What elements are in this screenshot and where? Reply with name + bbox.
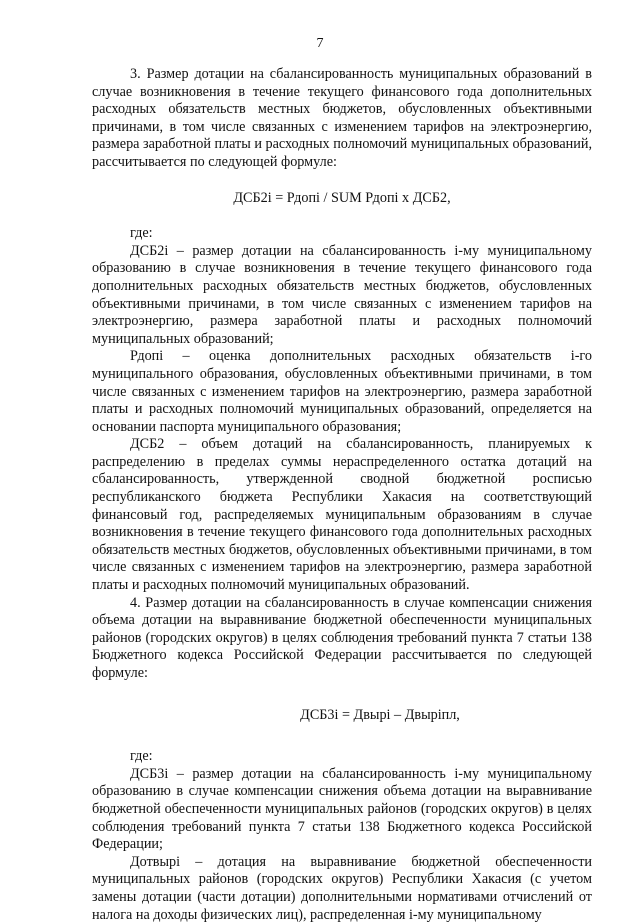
definition-dotvyri: Дотвырi – дотация на выравнивание бюджетной обеспеченности муниципальных районов (городских округов) Республики Хакасия (с учетом замены дотации (части дотации) дополнительными нормативами отчислений от налога на доходы физических лиц), распределенная i-му муниципальному (92, 853, 592, 923)
where-label-2: где: (130, 748, 153, 765)
page-number: 7 (316, 36, 324, 51)
definition-dsb3i: ДСБ3i – размер дотации на сбалансированность i-му муниципальному образованию в случае компенсации снижения объема дотации на выравнивание бюджетной обеспеченности муниципальных районов (городских округов) в целях соблюдения требований пункта 7 статьи 138 Бюджетного кодекса Российской Федерации; (92, 765, 592, 853)
definition-dsb2i: ДСБ2i – размер дотации на сбалансированность i-му муниципальному образованию в случае возникновения в течение текущего финансового года дополнительных расходных обязательств местных бюджетов, обусловленных объективными причинами, в том числе связанных с изменением тарифов на электроэнергию, размера заработной платы и расходных полномочий муниципальных образований; (92, 242, 592, 347)
definition-dsb2: ДСБ2 – объем дотаций на сбалансированность, планируемых к распределению в пределах суммы нераспределенного остатка дотаций на сбалансированность, утвержденной сводной бюджетной росписью республиканского бюджета Республики Хакасия на соответствующий финансовый год, распределяемых муниципальным образованиям в случае возникновения в течение текущего финансового года дополнительных расходных обязательств местных бюджетов, обусловленных объективными причинами, в том числе связанных с изменением тарифов на электроэнергию, размера заработной платы и расходных полномочий муниципальных образований. (92, 436, 592, 594)
definition-rdopi: Рдопi – оценка дополнительных расходных обязательств i-го муниципального образования, обусловленных объективными причинами, в том числе связанных с изменением тарифов на электроэнергию, размера заработной платы и расходных полномочий муниципальных образований, определяется на основании паспорта муниципального образования; (92, 348, 592, 435)
document-body (92, 66, 592, 924)
section-3-paragraph: 3. Размер дотации на сбалансированность муниципальных образований в случае возникновения в течение текущего финансового года дополнительных расходных обязательств местных бюджетов, обусловленных объективными причинами, в том числе связанных с изменением тарифов на электроэнергию, размера заработной платы и расходных полномочий муниципальных образований, рассчитывается по следующей формуле: (92, 66, 592, 170)
formula-dsb3: ДСБ3i = Двырi – Двырiпл, (300, 706, 460, 723)
section-4-paragraph: 4. Размер дотации на сбалансированность в случае компенсации снижения объема дотации на выравнивание бюджетной обеспеченности муниципальных районов (городских округов) в целях соблюдения требований пункта 7 статьи 138 Бюджетного кодекса Российской Федерации рассчитывается по следующей формуле: (92, 594, 592, 681)
where-label: где: (130, 225, 153, 242)
formula-dsb2: ДСБ2i = Рдопi / SUM Рдопi x ДСБ2, (233, 189, 451, 206)
